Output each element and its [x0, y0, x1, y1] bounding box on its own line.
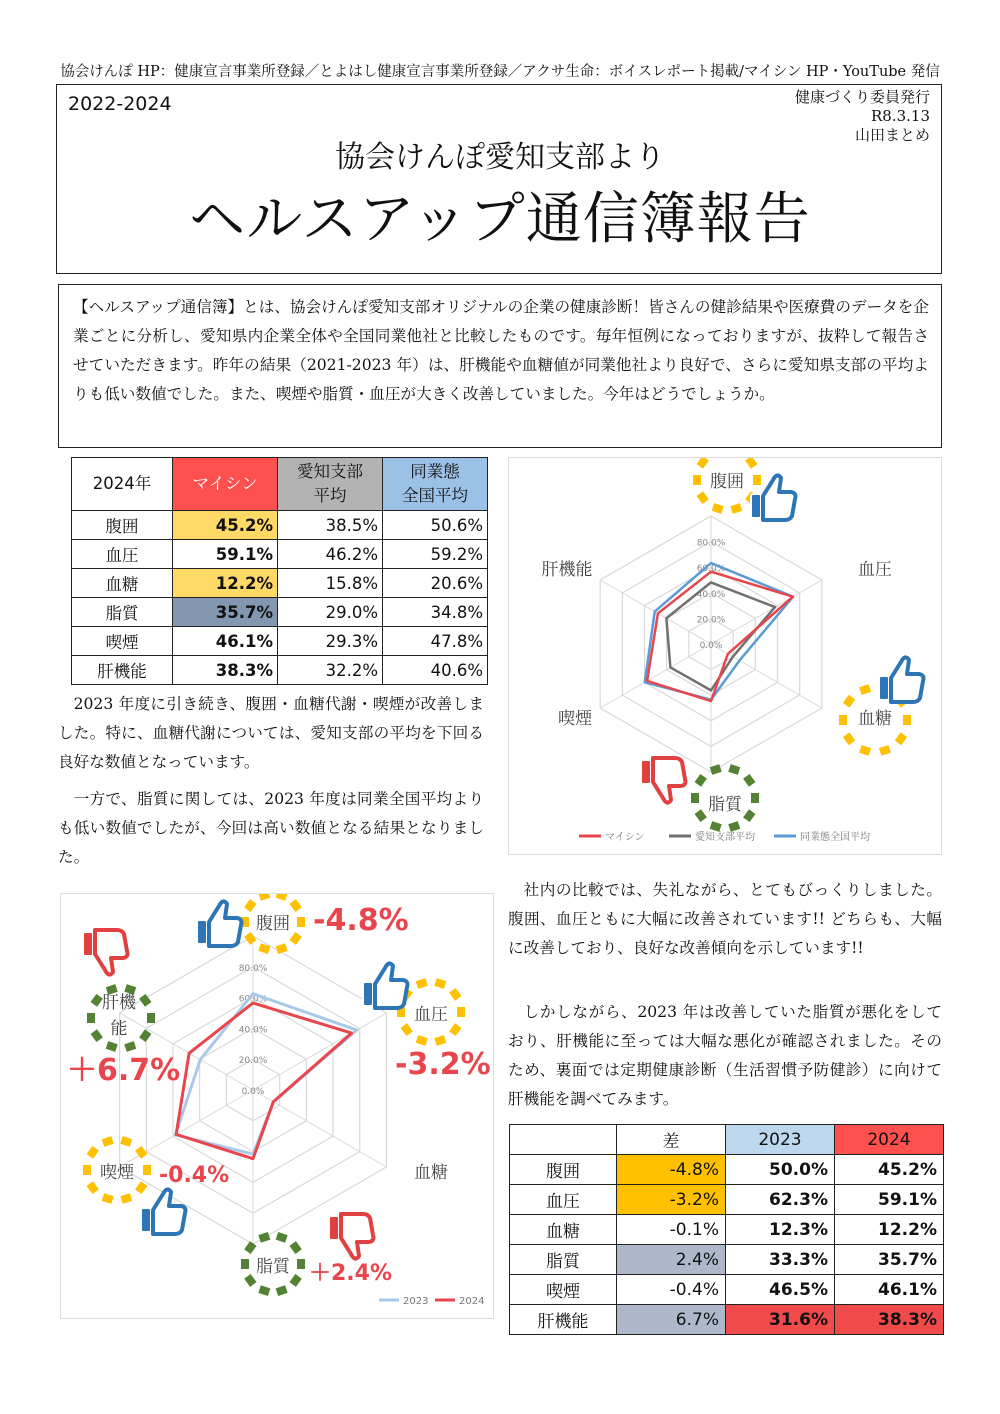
dashed-ring	[276, 1285, 288, 1296]
y2024-value: 35.7%	[835, 1245, 944, 1275]
thumb-cuff	[141, 1208, 151, 1232]
axis-label-sugar: 血糖	[858, 709, 892, 729]
change-waist: -4.8%	[313, 903, 409, 938]
thumbs-up-icon	[879, 657, 924, 702]
dashed-ring	[120, 1193, 132, 1204]
issuer-line: 健康づくり委員発行	[794, 88, 930, 106]
aichi-value: 38.5%	[278, 511, 383, 540]
dashed-ring	[751, 793, 759, 803]
table-row	[510, 1155, 944, 1185]
dashed-ring	[691, 793, 699, 803]
dashed-ring	[859, 745, 871, 756]
change-smoke: -0.4%	[159, 1163, 230, 1188]
national-header-line1: 同業態	[410, 462, 460, 481]
dashed-ring	[147, 1013, 155, 1023]
dashed-ring	[102, 1136, 114, 1147]
axis-label-liver-line1: 肝機	[102, 993, 136, 1013]
y2023-value: 46.5%	[726, 1275, 835, 1305]
issue-date: R8.3.13	[870, 107, 930, 125]
dashed-ring	[697, 491, 709, 504]
thumb-hand	[153, 1189, 186, 1234]
diff-header: 差	[617, 1125, 726, 1155]
thumbs-down-icon	[641, 758, 686, 803]
dashed-ring	[87, 1013, 95, 1023]
table-row	[510, 1305, 944, 1335]
row-label: 腹囲	[510, 1155, 617, 1185]
dashed-ring	[401, 1023, 413, 1036]
thumb-hand	[891, 657, 924, 702]
radar-tick-label: 20.0%	[696, 615, 726, 626]
radar-chart-1	[509, 458, 943, 856]
dashed-ring	[276, 943, 288, 954]
radar-tick-label: 80.0%	[238, 963, 268, 974]
company-value: 45.2%	[173, 511, 278, 540]
axis-label-smoke: 喫煙	[558, 709, 592, 729]
legend-label: マイシン	[605, 832, 645, 843]
radar-tick-label: 60.0%	[238, 994, 268, 1005]
y2024-value: 46.1%	[835, 1275, 944, 1305]
dashed-ring	[697, 458, 709, 469]
corner-cell	[510, 1125, 617, 1155]
company-value: 59.1%	[173, 540, 278, 569]
dashed-ring	[434, 1035, 446, 1046]
dashed-ring	[244, 899, 256, 912]
dashed-ring	[879, 745, 891, 756]
company-value: 12.2%	[173, 569, 278, 598]
dashed-ring	[859, 684, 871, 695]
axis-label-waist: 腹囲	[256, 914, 290, 934]
radar-tick-label: 60.0%	[696, 564, 726, 575]
dashed-ring	[903, 715, 911, 725]
thumb-cuff	[641, 760, 651, 784]
table-row	[510, 1185, 944, 1215]
aichi-header	[278, 458, 383, 511]
aichi-value: 32.2%	[278, 656, 383, 685]
page-title: ヘルスアップ通信簿報告	[189, 187, 811, 252]
aichi-value: 46.2%	[278, 540, 383, 569]
dashed-ring	[258, 1232, 270, 1243]
dashed-ring	[416, 1035, 428, 1046]
dashed-ring	[753, 475, 761, 485]
dashed-ring	[710, 764, 722, 775]
change-liver: ＋6.7%	[67, 1053, 181, 1088]
radar-series-line	[175, 994, 356, 1154]
y2023-value: 12.3%	[726, 1215, 835, 1245]
dashed-ring	[743, 774, 755, 787]
dashed-ring	[120, 1136, 132, 1147]
y2023-value: 50.0%	[726, 1155, 835, 1185]
thumbs-down-icon	[329, 1214, 374, 1259]
aichi-header-line1: 愛知支部	[297, 462, 363, 481]
dashed-ring	[693, 475, 701, 485]
company-value: 38.3%	[173, 656, 278, 685]
dashed-ring	[434, 978, 446, 989]
company-value: 35.7%	[173, 598, 278, 627]
dashed-ring	[276, 1232, 288, 1243]
y2023-header: 2023	[726, 1125, 835, 1155]
radar-chart-1-frame	[508, 457, 942, 855]
aichi-value: 29.0%	[278, 598, 383, 627]
national-value: 34.8%	[383, 598, 488, 627]
legend-label: 2023	[403, 1296, 429, 1307]
row-label: 喫煙	[72, 627, 173, 656]
dashed-ring	[135, 1181, 147, 1194]
national-value: 20.6%	[383, 569, 488, 598]
row-label: 脂質	[510, 1245, 617, 1275]
diff-value: -0.1%	[617, 1215, 726, 1245]
dashed-ring	[843, 695, 855, 708]
thumb-hand	[209, 901, 242, 946]
table-row	[510, 1215, 944, 1245]
axis-label-bp: 血圧	[414, 1005, 448, 1025]
national-value: 59.2%	[383, 540, 488, 569]
national-value: 50.6%	[383, 511, 488, 540]
year-header: 2024年	[72, 458, 173, 511]
dashed-ring	[241, 1259, 249, 1269]
row-label: 喫煙	[510, 1275, 617, 1305]
radar-chart-2-frame	[60, 893, 494, 1319]
diff-value: -3.2%	[617, 1185, 726, 1215]
radar-tick-label: 80.0%	[696, 538, 726, 549]
dashed-ring	[728, 821, 740, 832]
axis-label-liver-line2: 能	[110, 1019, 128, 1039]
table-row	[72, 569, 488, 598]
axis-label-liver: 肝機能	[541, 560, 593, 580]
dashed-ring	[258, 894, 270, 901]
dashed-ring	[289, 899, 301, 912]
row-label: 肝機能	[72, 656, 173, 685]
radar-spoke	[600, 644, 711, 708]
table-row	[510, 1245, 944, 1275]
dashed-ring	[745, 458, 757, 469]
table-row	[72, 627, 488, 656]
thumbs-down-icon	[83, 930, 128, 975]
intro-box: 【ヘルスアップ通信簿】とは、協会けんぽ愛知支部オリジナルの企業の健康診断！皆さんの健診結果や医療費のデータを企業ごとに分析し、愛知県内企業全体や全国同業他社と比較したものです。毎年恒例になっておりますが、抜粋して報告させていただきます。昨年の結果（2021-2023 年）は、肝機能や血糖値が同業他社より良好で、さらに愛知県支部の平均よりも低い数値でした。また、喫煙や脂質・血圧が大きく改善していました。今年はどうでしょうか。	[58, 284, 942, 448]
national-value: 40.6%	[383, 656, 488, 685]
dashed-ring	[83, 1165, 91, 1175]
radar-tick-label: 0.0%	[241, 1087, 265, 1097]
dashed-ring	[244, 932, 256, 945]
diff-value: 6.7%	[617, 1305, 726, 1335]
dashed-ring	[728, 764, 740, 775]
y2023-value: 33.3%	[726, 1245, 835, 1275]
dashed-ring	[712, 503, 724, 514]
dashed-ring	[124, 1041, 136, 1052]
dashed-ring	[297, 917, 305, 927]
thumb-hand	[653, 758, 686, 803]
company-value: 46.1%	[173, 627, 278, 656]
thumb-hand	[375, 963, 408, 1008]
thumb-hand	[341, 1214, 374, 1259]
y2024-value: 12.2%	[835, 1215, 944, 1245]
axis-label-lipid: 脂質	[708, 795, 742, 815]
aichi-value: 29.3%	[278, 627, 383, 656]
dashed-ring	[895, 732, 907, 745]
diff-value: 2.4%	[617, 1245, 726, 1275]
dashed-ring	[743, 809, 755, 822]
paragraph-2: 一方で、脂質に関しては、2023 年度は同業全国平均よりも低い数値でしたが、今回は高い数値となる結果となりました。	[58, 790, 484, 866]
radar-tick-label: 0.0%	[699, 641, 723, 651]
table-header-row	[72, 458, 488, 511]
thumb-hand	[95, 930, 128, 975]
row-label: 血糖	[510, 1215, 617, 1245]
national-value: 47.8%	[383, 627, 488, 656]
dashed-ring	[710, 821, 722, 832]
thumbs-up-icon	[141, 1189, 186, 1234]
dashed-ring	[139, 1029, 151, 1042]
axis-label-lipid: 脂質	[256, 1257, 290, 1277]
axis-label-smoke: 喫煙	[100, 1163, 134, 1183]
legend-label: 愛知支部平均	[695, 832, 755, 843]
dashed-ring	[87, 1146, 99, 1159]
axis-label-bp: 血圧	[858, 560, 892, 580]
row-label: 腹囲	[72, 511, 173, 540]
thumb-hand	[763, 475, 796, 520]
company-header: マイシン	[173, 458, 278, 511]
table-row	[72, 540, 488, 569]
thumbs-up-icon	[197, 901, 242, 946]
y2024-value: 59.1%	[835, 1185, 944, 1215]
subtitle: 協会けんぽ愛知支部より	[335, 140, 665, 175]
paragraph-3: 社内の比較では、失礼ながら、とてもびっくりしました。腹囲、血圧ともに大幅に改善されています!! どちらも、大幅に改善しており、良好な改善傾向を示しています!!	[508, 881, 942, 957]
change-bp: -3.2%	[395, 1047, 491, 1082]
table-row	[72, 598, 488, 627]
dashed-ring	[258, 1285, 270, 1296]
national-header	[383, 458, 488, 511]
dashed-ring	[143, 1165, 151, 1175]
dashed-ring	[695, 774, 707, 787]
row-label: 脂質	[72, 598, 173, 627]
table-row	[510, 1275, 944, 1305]
paragraph-1: 2023 年度に引き続き、腹囲・血糖代謝・喫煙が改善しました。特に、血糖代謝については、愛知支部の平均を下回る良好な数値となっています。	[58, 695, 484, 771]
dashed-ring	[695, 809, 707, 822]
national-header-line2: 全国平均	[402, 486, 468, 505]
dashed-ring	[244, 1274, 256, 1287]
axis-label-waist: 腹囲	[710, 472, 744, 492]
thumbs-up-icon	[363, 963, 408, 1008]
thumb-cuff	[83, 932, 93, 956]
aichi-header-line2: 平均	[313, 486, 347, 505]
dashed-ring	[289, 932, 301, 945]
dashed-ring	[297, 1259, 305, 1269]
paragraph-4: しかしながら、2023 年は改善していた脂質が悪化をしており、肝機能に至っては大幅な悪化が確認されました。そのため、裏面では定期健康診断（生活習慣予防健診）に向けて肝機能を調べてみます。	[508, 1003, 942, 1108]
legend-label: 同業態全国平均	[800, 832, 870, 843]
radar-tick-label: 20.0%	[238, 1056, 268, 1067]
row-label: 血圧	[510, 1185, 617, 1215]
dashed-ring	[276, 894, 288, 901]
axis-label-sugar: 血糖	[414, 1163, 448, 1183]
dashed-ring	[843, 732, 855, 745]
y2024-header: 2024	[835, 1125, 944, 1155]
table-row	[72, 656, 488, 685]
table-header-row	[510, 1125, 944, 1155]
dashed-ring	[730, 503, 742, 514]
dashed-ring	[91, 1029, 103, 1042]
y2023-value: 31.6%	[726, 1305, 835, 1335]
dashed-ring	[289, 1274, 301, 1287]
diff-value: -0.4%	[617, 1275, 726, 1305]
dashed-ring	[839, 715, 847, 725]
row-label: 肝機能	[510, 1305, 617, 1335]
dashed-ring	[457, 1007, 465, 1017]
thumb-cuff	[363, 982, 373, 1006]
thumb-cuff	[751, 494, 761, 518]
row-label: 血圧	[72, 540, 173, 569]
y2023-value: 62.3%	[726, 1185, 835, 1215]
dashed-ring	[416, 978, 428, 989]
dashed-ring	[102, 1193, 114, 1204]
y2024-value: 45.2%	[835, 1155, 944, 1185]
dashed-ring	[449, 988, 461, 1001]
comparison-table-2024	[71, 457, 488, 685]
dashed-ring	[449, 1023, 461, 1036]
top-info-line: 協会けんぽ HP：健康宣言事業所登録／とよはし健康宣言事業所登録／アクサ生命：ボイスレポート掲載/マイシン HP・YouTube 発信	[60, 64, 940, 80]
legend-label: 2024	[459, 1296, 485, 1307]
thumb-cuff	[879, 676, 889, 700]
radar-chart-2	[61, 894, 495, 1320]
thumb-cuff	[329, 1216, 339, 1240]
diff-value: -4.8%	[617, 1155, 726, 1185]
row-label: 血糖	[72, 569, 173, 598]
dashed-ring	[106, 1041, 118, 1052]
dashed-ring	[87, 1181, 99, 1194]
radar-tick-label: 40.0%	[238, 1025, 268, 1036]
table-row	[72, 511, 488, 540]
author: 山田まとめ	[854, 126, 930, 144]
comparison-table-2023-2024	[509, 1124, 944, 1335]
radar-tick-label: 40.0%	[696, 589, 726, 600]
dashed-ring	[289, 1241, 301, 1254]
change-lipid: ＋2.4%	[309, 1261, 393, 1286]
thumb-cuff	[197, 920, 207, 944]
aichi-value: 15.8%	[278, 569, 383, 598]
period-label: 2022-2024	[68, 93, 172, 115]
y2024-value: 38.3%	[835, 1305, 944, 1335]
